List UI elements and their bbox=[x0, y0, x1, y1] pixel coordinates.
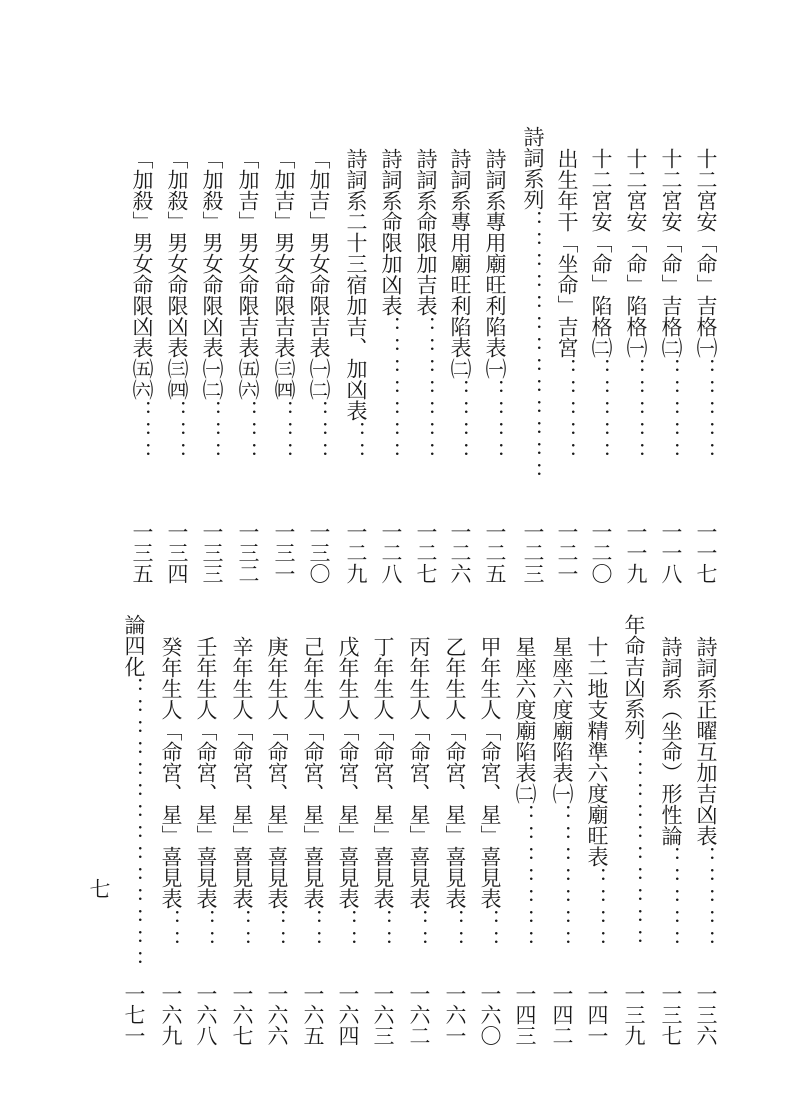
leader-dots: ：：：：：：： bbox=[414, 316, 438, 463]
leader-dots: ：：：： bbox=[483, 379, 507, 463]
toc-entry-page: 一二八 bbox=[379, 521, 403, 584]
toc-entry-page: 一六六 bbox=[265, 983, 289, 1046]
toc-entry-title: 出生年干「坐命」吉宮 bbox=[555, 148, 579, 358]
leader-dots: ：： bbox=[194, 909, 218, 951]
leader-dots: ：：： bbox=[130, 400, 154, 463]
toc-entry-page: 一一九 bbox=[624, 521, 648, 584]
toc-entry-title: 戊年生人「命宮、星」喜見表 bbox=[336, 636, 360, 909]
leader-dots: ：： bbox=[478, 909, 502, 951]
toc-entry[interactable] bbox=[441, 636, 469, 1046]
toc-entry-title: 詩詞系正曜互加吉凶表 bbox=[694, 636, 718, 846]
toc-entry-title: 乙年生人「命宮、星」喜見表 bbox=[443, 636, 467, 909]
leader-dots: ：： bbox=[443, 909, 467, 951]
toc-entry-title: 詩詞系二十三宿加吉、加凶表 bbox=[344, 148, 368, 421]
toc-entry[interactable] bbox=[377, 148, 405, 584]
leader-dots: ：：：：： bbox=[659, 358, 683, 463]
toc-entry-title: 辛年生人「命宮、星」喜見表 bbox=[230, 636, 254, 909]
toc-entry-title: 壬年生人「命宮、星」喜見表 bbox=[194, 636, 218, 909]
toc-entry-title: 丙年生人「命宮、星」喜見表 bbox=[407, 636, 431, 909]
toc-entry-page: 一六三 bbox=[371, 983, 395, 1046]
toc-entry-page: 一二五 bbox=[483, 521, 507, 584]
toc-entry-page: 一二六 bbox=[448, 521, 472, 584]
toc-entry-title: 年命吉凶系列 bbox=[622, 614, 646, 740]
leader-dots: ：：：：： bbox=[555, 358, 579, 463]
leader-dots: ：：：：： bbox=[694, 358, 718, 463]
leader-dots: ：：：：：：：：：： bbox=[622, 740, 646, 950]
toc-entry[interactable] bbox=[157, 636, 185, 1046]
toc-entry-page: 一六一 bbox=[443, 983, 467, 1046]
toc-entry-title: 詩詞系專用廟旺利陷表㈡ bbox=[448, 148, 472, 379]
toc-entry-title: 「加殺」男女命限凶表㈤㈥ bbox=[130, 148, 154, 400]
leader-dots: ：：：：： bbox=[624, 358, 648, 463]
toc-entry-title: 十二宮安「命」陷格㈠ bbox=[624, 148, 648, 358]
toc-entry[interactable] bbox=[299, 636, 327, 1046]
leader-dots: ：： bbox=[230, 909, 254, 951]
leader-dots: ：：：：：：： bbox=[379, 316, 403, 463]
toc-entry-page: 一三一 bbox=[272, 521, 296, 584]
toc-entry-page: 一一八 bbox=[659, 521, 683, 584]
toc-entry[interactable] bbox=[548, 636, 576, 1046]
toc-entry[interactable] bbox=[342, 148, 370, 584]
leader-dots: ：： bbox=[336, 909, 360, 951]
toc-entry-page: 一三六 bbox=[694, 983, 718, 1046]
toc-entry[interactable] bbox=[620, 614, 648, 1046]
leader-dots: ：：：：：：：：：：：：：： bbox=[122, 677, 146, 971]
leader-dots: ：：： bbox=[272, 400, 296, 463]
toc-entry-title: 十二地支精準六度廟旺表 bbox=[585, 636, 609, 867]
toc-entry-page: 一三七 bbox=[659, 983, 683, 1046]
toc-entry-title: 癸年生人「命宮、星」喜見表 bbox=[159, 636, 183, 909]
toc-entry-title: 己年生人「命宮、星」喜見表 bbox=[301, 636, 325, 909]
leader-dots: ：：：：： bbox=[659, 846, 683, 951]
toc-entry[interactable] bbox=[519, 126, 547, 584]
toc-entry-page: 一四三 bbox=[513, 983, 537, 1046]
toc-entry[interactable] bbox=[263, 636, 291, 1046]
toc-entry[interactable] bbox=[481, 148, 509, 584]
leader-dots: ：： bbox=[407, 909, 431, 951]
toc-entry[interactable] bbox=[234, 148, 262, 584]
toc-entry-page: 一六七 bbox=[230, 983, 254, 1046]
leader-dots: ：： bbox=[301, 909, 325, 951]
toc-entry-page: 一一七 bbox=[694, 521, 718, 584]
toc-entry[interactable] bbox=[622, 148, 650, 584]
toc-entry[interactable] bbox=[163, 148, 191, 584]
toc-entry-title: 十二宮安「命」吉格㈡ bbox=[659, 148, 683, 358]
page-number: 七 bbox=[87, 878, 111, 899]
toc-entry-page: 一六四 bbox=[336, 983, 360, 1046]
toc-entry[interactable] bbox=[692, 636, 720, 1046]
leader-dots: ：：： bbox=[307, 400, 331, 463]
toc-entry-page: 一二一 bbox=[555, 521, 579, 584]
toc-entry-title: 星座六度廟陷表㈡ bbox=[513, 636, 537, 804]
toc-entry[interactable] bbox=[657, 148, 685, 584]
toc-entry-title: 丁年生人「命宮、星」喜見表 bbox=[371, 636, 395, 909]
toc-entry[interactable] bbox=[192, 636, 220, 1046]
toc-entry-title: 十二宮安「命」吉格㈠ bbox=[694, 148, 718, 358]
toc-entry-page: 一六二 bbox=[407, 983, 431, 1046]
toc-entry[interactable] bbox=[228, 636, 256, 1046]
leader-dots: ：：：：： bbox=[694, 846, 718, 951]
leader-dots: ：：：：：：：：：：：：： bbox=[521, 210, 545, 483]
toc-entry-title: 十二宮安「命」陷格㈡ bbox=[589, 148, 613, 358]
toc-entry[interactable] bbox=[587, 148, 615, 584]
toc-entry[interactable] bbox=[334, 636, 362, 1046]
toc-entry-title: 「加吉」男女命限吉表㈢㈣ bbox=[272, 148, 296, 400]
toc-entry[interactable] bbox=[405, 636, 433, 1046]
toc-entry[interactable] bbox=[553, 148, 581, 584]
toc-entry-title: 星座六度廟陷表㈠ bbox=[550, 636, 574, 804]
toc-entry-page: 一二三 bbox=[521, 521, 545, 584]
toc-entry-page: 一四一 bbox=[585, 983, 609, 1046]
leader-dots: ：：：： bbox=[448, 379, 472, 463]
toc-entry[interactable] bbox=[476, 636, 504, 1046]
toc-entry[interactable] bbox=[198, 148, 226, 584]
toc-entry-title: 論四化 bbox=[122, 614, 146, 677]
toc-entry[interactable] bbox=[511, 636, 539, 1046]
toc-entry[interactable] bbox=[120, 614, 148, 1046]
toc-entry[interactable] bbox=[270, 148, 298, 584]
leader-dots: ：：：：：：： bbox=[550, 804, 574, 951]
toc-entry[interactable] bbox=[583, 636, 611, 1046]
leader-dots: ：：：：： bbox=[589, 358, 613, 463]
toc-entry-title: 「加殺」男女命限凶表㈠㈡ bbox=[200, 148, 224, 400]
toc-entry-page: 一二九 bbox=[344, 521, 368, 584]
toc-entry-page: 一六〇 bbox=[478, 983, 502, 1046]
toc-entry-page: 一七一 bbox=[122, 983, 146, 1046]
toc-entry-title: 詩詞系專用廟旺利陷表㈠ bbox=[483, 148, 507, 379]
toc-entry-page: 一二〇 bbox=[589, 521, 613, 584]
leader-dots: ：： bbox=[159, 909, 183, 951]
toc-entry-page: 一四二 bbox=[550, 983, 574, 1046]
toc-entry[interactable] bbox=[657, 636, 685, 1046]
toc-entry-title: 「加吉」男女命限吉表㈤㈥ bbox=[236, 148, 260, 400]
leader-dots: ：： bbox=[371, 909, 395, 951]
toc-entry[interactable] bbox=[692, 148, 720, 584]
toc-entry-title: 「加殺」男女命限凶表㈢㈣ bbox=[165, 148, 189, 400]
toc-entry-page: 一三九 bbox=[622, 983, 646, 1046]
toc-entry-title: 庚年生人「命宮、星」喜見表 bbox=[265, 636, 289, 909]
toc-entry-page: 一三二 bbox=[236, 521, 260, 584]
leader-dots: ：：： bbox=[165, 400, 189, 463]
leader-dots: ：：：： bbox=[585, 867, 609, 951]
toc-entry-title: 詩詞系命限加凶表 bbox=[379, 148, 403, 316]
toc-entry-page: 一三五 bbox=[130, 521, 154, 584]
toc-entry[interactable] bbox=[412, 148, 440, 584]
leader-dots: ：：： bbox=[236, 400, 260, 463]
toc-entry-title: 詩詞系命限加吉表 bbox=[414, 148, 438, 316]
toc-entry-title: 詩詞系（坐命）形性論 bbox=[659, 636, 683, 846]
toc-entry-title: 甲年生人「命宮、星」喜見表 bbox=[478, 636, 502, 909]
toc-entry[interactable] bbox=[446, 148, 474, 584]
toc-entry[interactable] bbox=[305, 148, 333, 584]
leader-dots: ：：：：：：： bbox=[513, 804, 537, 951]
leader-dots: ：：： bbox=[200, 400, 224, 463]
toc-entry-page: 一二七 bbox=[414, 521, 438, 584]
toc-entry-page: 一三〇 bbox=[307, 521, 331, 584]
toc-entry-title: 詩詞系列 bbox=[521, 126, 545, 210]
toc-entry-page: 一三四 bbox=[165, 521, 189, 584]
toc-entry-page: 一六五 bbox=[301, 983, 325, 1046]
toc-entry[interactable] bbox=[128, 148, 156, 584]
toc-entry-page: 一六九 bbox=[159, 983, 183, 1046]
toc-entry[interactable] bbox=[369, 636, 397, 1046]
toc-entry-title: 「加吉」男女命限吉表㈠㈡ bbox=[307, 148, 331, 400]
toc-entry-page: 一三三 bbox=[200, 521, 224, 584]
toc-entry-page: 一六八 bbox=[194, 983, 218, 1046]
leader-dots: ：： bbox=[265, 909, 289, 951]
leader-dots: ：： bbox=[344, 421, 368, 463]
